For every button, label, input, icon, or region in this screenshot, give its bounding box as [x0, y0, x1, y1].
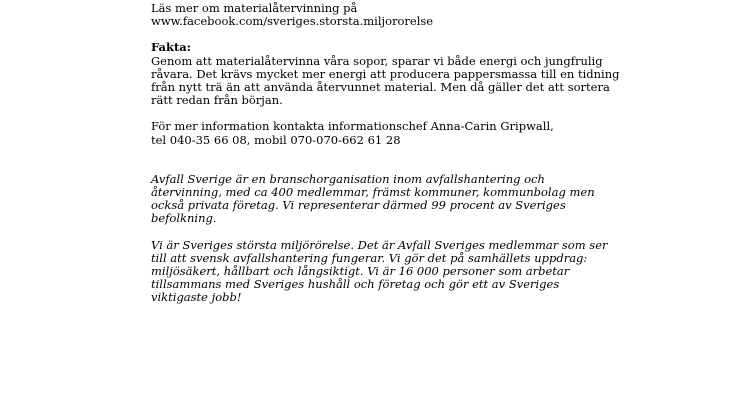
about-paragraph-2 — [151, 239, 621, 305]
facts-line: rätt redan från början. — [151, 93, 283, 108]
facts-heading: Fakta: — [151, 40, 191, 55]
contact-section — [151, 120, 621, 146]
about-line: viktigaste jobb! — [151, 290, 242, 305]
facts-section — [151, 41, 621, 107]
about-line: också privata företag. Vi representerar därmed 99 procent av Sveriges — [151, 198, 566, 213]
about-line: till att svensk avfallshantering fungerar. Vi gör det på samhällets uppdrag: — [151, 250, 588, 265]
contact-line: För mer information kontakta informationschef Anna-Carin Gripwall, — [151, 119, 554, 134]
document-page — [151, 2, 621, 305]
about-line: Avfall Sverige är en branschorganisation inom avfallshantering och — [151, 171, 545, 186]
facts-line: råvara. Det krävs mycket mer energi att producera pappersmassa till en tidning — [151, 66, 620, 81]
facts-line: från nytt trä än att använda återvunnet material. Men då gäller det att sortera — [151, 80, 610, 95]
about-line: miljösäkert, hållbart och långsiktigt. Vi är 16 000 personer som arbetar — [151, 264, 570, 279]
about-line: befolkning. — [151, 211, 217, 226]
contact-phone-line: tel 040-35 66 08, mobil 070-070-662 61 28 — [151, 132, 401, 147]
about-paragraph-1 — [151, 173, 621, 226]
about-line: Vi är Sveriges största miljörörelse. Det är Avfall Sveriges medlemmar som ser — [151, 237, 608, 252]
about-line: tillsammans med Sveriges hushåll och företag och gör ett av Sveriges — [151, 277, 560, 292]
intro-section — [151, 2, 621, 28]
intro-line-1: Läs mer om materialåtervinning på — [151, 1, 358, 15]
about-line: återvinning, med ca 400 medlemmar, främst kommuner, kommunbolag men — [151, 185, 595, 200]
facebook-link[interactable]: www.facebook.com/sveriges.storsta.miljororelse — [151, 14, 434, 29]
facts-line: Genom att materialåtervinna våra sopor, sparar vi både energi och jungfrulig — [151, 53, 603, 68]
